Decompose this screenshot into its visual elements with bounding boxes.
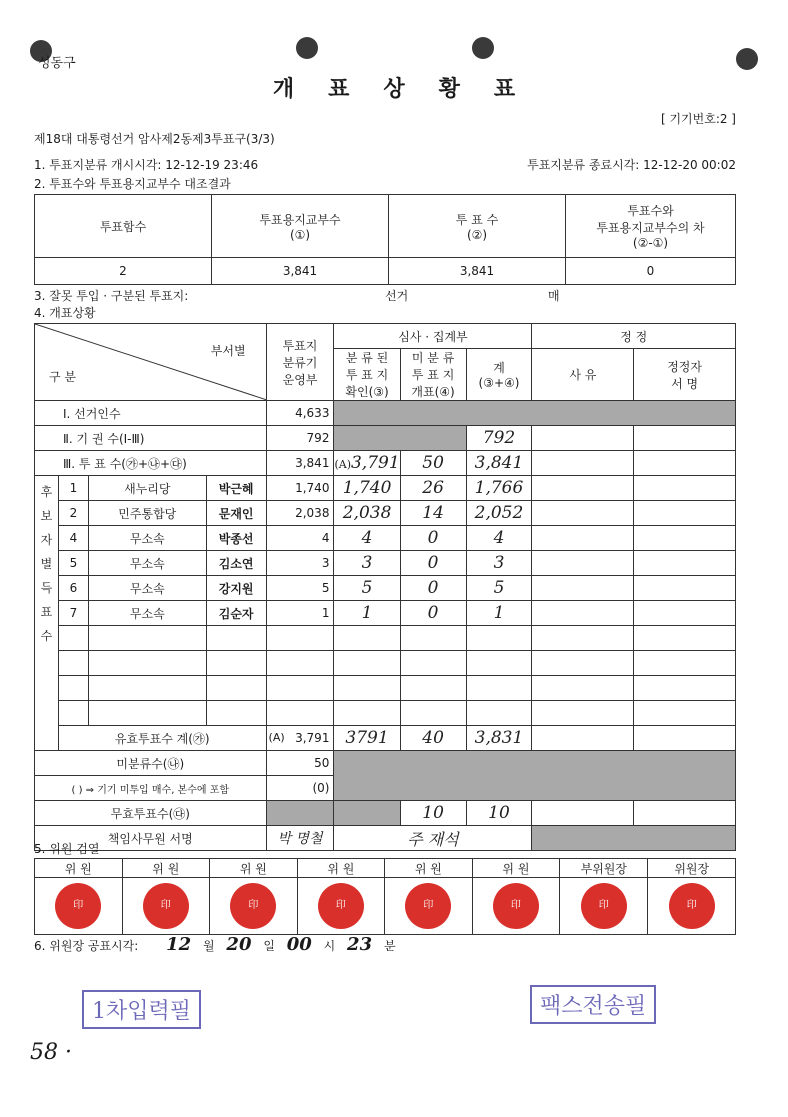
correction-cell xyxy=(532,426,634,451)
candidate-name: 박종선 xyxy=(206,526,266,551)
header-unsorted-1: 미 분 류 xyxy=(411,351,455,365)
valid-a-marker: (A) xyxy=(268,731,285,744)
inspection-table xyxy=(34,858,736,935)
candidate-party: 무소속 xyxy=(88,576,206,601)
election-name: 제18대 대통령선거 암사제2동제3투표구(3/3) xyxy=(34,132,275,146)
candidate-unsorted-hw: 0 xyxy=(400,601,466,626)
votes-a-marker: (A) xyxy=(334,458,351,471)
correction-cell xyxy=(532,501,634,526)
announce-month: 12 xyxy=(166,934,192,955)
unsorted-value: 50 xyxy=(266,751,334,776)
side-char: 수 xyxy=(40,629,53,643)
page-title: 개표상황표 xyxy=(272,77,550,102)
header-unsorted xyxy=(400,349,466,401)
header-sorted-2: 투 표 지 xyxy=(345,368,389,382)
empty-row xyxy=(35,626,736,651)
row-abstain: Ⅱ. 기 권 수(Ⅰ-Ⅲ) xyxy=(35,426,267,451)
votes-sorted-hw: 3,791 xyxy=(350,453,400,473)
candidate-side-label xyxy=(35,476,59,751)
candidate-no: 6 xyxy=(58,576,88,601)
candidate-total-hw: 4 xyxy=(466,526,532,551)
valid-value xyxy=(266,726,334,751)
district-label: 성동구 xyxy=(38,56,76,71)
sort-end-time: 투표지분류 종료시각: 12-12-20 00:02 xyxy=(527,158,736,172)
candidate-no: 5 xyxy=(58,551,88,576)
candidate-sorted-hw: 1,740 xyxy=(334,476,400,501)
candidate-sorted-hw: 5 xyxy=(334,576,400,601)
correction-cell xyxy=(634,726,736,751)
fax-sent-stamp: 팩스전송필 xyxy=(530,985,656,1024)
announce-hour: 00 xyxy=(286,934,312,955)
gray-cell xyxy=(266,801,334,826)
correction-cell xyxy=(532,576,634,601)
seal-stamp: 印 xyxy=(230,883,276,929)
electorate-value: 4,633 xyxy=(266,401,334,426)
header-corrector xyxy=(634,349,736,401)
diff-value: 0 xyxy=(566,258,736,285)
seal-stamp: 印 xyxy=(55,883,101,929)
header-corrector-2: 서 명 xyxy=(671,376,699,391)
correction-cell xyxy=(634,451,736,476)
seal-cell xyxy=(560,878,648,935)
candidate-unsorted-hw: 0 xyxy=(400,551,466,576)
header-issued xyxy=(212,195,389,258)
correction-cell xyxy=(532,551,634,576)
candidate-total-hw: 1,766 xyxy=(466,476,532,501)
candidate-count: 4 xyxy=(266,526,334,551)
header-diff-label2: 투표용지교부수의 차 xyxy=(596,221,705,235)
row-invalid: 무효투표수(㉰) xyxy=(35,801,267,826)
seal-cell xyxy=(210,878,298,935)
header-division xyxy=(35,324,267,401)
candidate-no: 4 xyxy=(58,526,88,551)
header-sorted-3: 확인(③) xyxy=(345,385,389,399)
row-note: ( ) ⇒ 기기 미투입 매수, 본수에 포함 xyxy=(35,776,267,801)
header-votes-sub: (②) xyxy=(466,227,488,242)
section2-label: 2. 투표수와 투표용지교부수 대조결과 xyxy=(34,177,231,191)
correction-cell xyxy=(634,576,736,601)
side-char: 보 xyxy=(40,509,53,523)
announce-time xyxy=(34,934,396,955)
note-value: (0) xyxy=(266,776,334,801)
row-valid: 유효투표수 계(㉮) xyxy=(58,726,266,751)
seal-cell xyxy=(385,878,473,935)
count-table xyxy=(34,323,736,851)
role-header: 위 원 xyxy=(35,859,123,878)
seal-stamp: 印 xyxy=(581,883,627,929)
issued-value: 3,841 xyxy=(212,258,389,285)
candidate-total-hw: 2,052 xyxy=(466,501,532,526)
header-dept: 부서별 xyxy=(210,344,246,358)
section3-election: 선거 xyxy=(385,289,409,303)
empty-row xyxy=(35,676,736,701)
role-header: 위 원 xyxy=(385,859,473,878)
candidate-party: 새누리당 xyxy=(124,481,171,496)
side-char: 자 xyxy=(40,533,53,547)
header-total-1: 계 xyxy=(493,361,505,375)
candidate-sorted-hw: 1 xyxy=(334,601,400,626)
candidate-unsorted-hw: 0 xyxy=(400,576,466,601)
candidate-count: 1 xyxy=(266,601,334,626)
candidate-name: 김순자 xyxy=(206,601,266,626)
sort-start-time: 1. 투표지분류 개시시각: 12-12-19 23:46 xyxy=(34,158,259,172)
candidate-count: 5 xyxy=(266,576,334,601)
row-sign: 책임사무원 서명 xyxy=(35,826,267,851)
empty-row xyxy=(35,701,736,726)
seal-cell xyxy=(122,878,210,935)
section3-sheets: 매 xyxy=(548,289,560,303)
role-header: 위원장 xyxy=(648,859,736,878)
candidate-no: 7 xyxy=(58,601,88,626)
votes-sorted-handwritten xyxy=(334,451,400,476)
seal-cell xyxy=(648,878,736,935)
row-electorate: Ⅰ. 선거인수 xyxy=(35,401,267,426)
header-unsorted-2: 투 표 지 xyxy=(411,368,455,382)
header-sorter-2: 분류기 xyxy=(282,355,318,370)
side-char: 후 xyxy=(40,485,53,499)
gray-cell xyxy=(334,801,400,826)
candidate-name: 김소연 xyxy=(206,551,266,576)
seal-stamp: 印 xyxy=(493,883,539,929)
candidate-party: 무소속 xyxy=(88,551,206,576)
row-votes: Ⅲ. 투 표 수(㉮+㉯+㉰) xyxy=(35,451,267,476)
section5-label: 5. 위원 검열 xyxy=(34,842,100,856)
header-sorter-1: 투표지 xyxy=(282,338,318,353)
announce-label: 6. 위원장 공표시각: xyxy=(34,939,139,953)
header-reason: 사 유 xyxy=(532,349,634,401)
role-header: 부위원장 xyxy=(560,859,648,878)
role-header: 위 원 xyxy=(210,859,298,878)
side-char: 표 xyxy=(40,605,53,619)
role-header: 위 원 xyxy=(122,859,210,878)
abstain-value: 792 xyxy=(266,426,334,451)
header-boxes: 투표함수 xyxy=(35,195,212,258)
gray-cell xyxy=(532,826,736,851)
machine-number: [ 기기번호:2 ] xyxy=(660,112,736,126)
candidate-total-hw: 1 xyxy=(466,601,532,626)
correction-cell xyxy=(532,726,634,751)
section4-label: 4. 개표상황 xyxy=(34,306,96,320)
valid-number: 3,791 xyxy=(295,731,330,745)
header-sorter-3: 운영부 xyxy=(282,372,318,387)
votes-unsorted-handwritten: 50 xyxy=(400,451,466,476)
side-char: 별 xyxy=(40,557,53,571)
candidate-count: 3 xyxy=(266,551,334,576)
candidate-total-hw: 5 xyxy=(466,576,532,601)
votes-total-handwritten: 3,841 xyxy=(466,451,532,476)
seal-stamp: 印 xyxy=(143,883,189,929)
correction-cell xyxy=(634,501,736,526)
first-input-stamp: 1차입력필 xyxy=(82,990,201,1029)
candidate-name: 강지원 xyxy=(206,576,266,601)
role-header: 위 원 xyxy=(297,859,385,878)
candidate-count: 2,038 xyxy=(266,501,334,526)
candidate-sorted-hw: 3 xyxy=(334,551,400,576)
candidate-party-name xyxy=(88,476,206,501)
role-header: 위 원 xyxy=(472,859,560,878)
side-char: 득 xyxy=(40,581,53,595)
header-diff-label: 투표수와 xyxy=(627,204,674,218)
candidate-party: 무소속 xyxy=(88,601,206,626)
candidate-party: 무소속 xyxy=(88,526,206,551)
candidate-sorted-hw: 2,038 xyxy=(334,501,400,526)
candidate-name: 박근혜 xyxy=(206,476,266,501)
header-sorted-1: 분 류 된 xyxy=(345,351,389,365)
punch-hole xyxy=(472,37,494,59)
correction-cell xyxy=(532,476,634,501)
header-sorter xyxy=(266,324,334,401)
candidate-unsorted-hw: 0 xyxy=(400,526,466,551)
gray-cell xyxy=(334,401,736,426)
invalid-total-hw: 10 xyxy=(466,801,532,826)
minute-unit: 분 xyxy=(383,939,396,953)
correction-cell xyxy=(634,476,736,501)
abstain-handwritten: 792 xyxy=(466,426,532,451)
seal-stamp: 印 xyxy=(669,883,715,929)
correction-cell xyxy=(532,526,634,551)
candidate-unsorted-hw: 26 xyxy=(400,476,466,501)
gray-cell xyxy=(334,751,736,801)
header-issued-sub: (①) xyxy=(289,227,311,242)
correction-cell xyxy=(634,601,736,626)
candidate-party: 민주통합당 xyxy=(88,501,206,526)
seal-stamp: 印 xyxy=(405,883,451,929)
correction-cell xyxy=(634,526,736,551)
header-unsorted-3: 개표(④) xyxy=(411,385,455,399)
section3-label: 3. 잘못 투입 · 구분된 투표지: xyxy=(34,289,189,303)
correction-cell xyxy=(532,801,634,826)
header-total-2: (③+④) xyxy=(478,376,520,390)
candidate-unsorted-hw: 14 xyxy=(400,501,466,526)
day-unit: 일 xyxy=(263,939,275,953)
month-unit: 월 xyxy=(203,939,215,953)
valid-sorted-hw: 3791 xyxy=(334,726,400,751)
sign-sorter: 박 명철 xyxy=(266,826,334,851)
invalid-unsorted-hw: 10 xyxy=(400,801,466,826)
candidate-sorted-hw: 4 xyxy=(334,526,400,551)
header-corrector-1: 정정자 xyxy=(667,359,702,374)
correction-cell xyxy=(532,601,634,626)
correction-cell xyxy=(634,551,736,576)
header-review: 심사 · 집계부 xyxy=(334,324,532,349)
announce-minute: 23 xyxy=(347,934,373,955)
seal-cell xyxy=(297,878,385,935)
announce-day: 20 xyxy=(226,934,252,955)
correction-cell xyxy=(532,451,634,476)
header-div-label: 구 분 xyxy=(49,370,76,384)
candidate-no: 2 xyxy=(58,501,88,526)
hour-unit: 시 xyxy=(323,939,336,953)
compare-table xyxy=(34,194,736,285)
header-sorted xyxy=(334,349,400,401)
diagonal-line xyxy=(35,324,267,400)
seal-cell xyxy=(472,878,560,935)
header-total xyxy=(466,349,532,401)
votes-value: 3,841 xyxy=(389,258,566,285)
votes-value: 3,841 xyxy=(266,451,334,476)
seal-stamp: 印 xyxy=(318,883,364,929)
page-number: 58 · xyxy=(30,1040,72,1065)
header-diff-sub: (②-①) xyxy=(632,236,669,250)
seal-cell xyxy=(35,878,123,935)
correction-cell xyxy=(634,426,736,451)
candidate-name: 문재인 xyxy=(206,501,266,526)
header-correction: 정 정 xyxy=(532,324,736,349)
punch-hole xyxy=(296,37,318,59)
correction-cell xyxy=(634,801,736,826)
header-diff xyxy=(566,195,736,258)
valid-total-hw: 3,831 xyxy=(466,726,532,751)
boxes-value: 2 xyxy=(35,258,212,285)
empty-row xyxy=(35,651,736,676)
row-unsorted: 미분류수(㉯) xyxy=(35,751,267,776)
gray-cell xyxy=(334,426,466,451)
header-votes xyxy=(389,195,566,258)
candidate-total-hw: 3 xyxy=(466,551,532,576)
candidate-count: 1,740 xyxy=(266,476,334,501)
valid-unsorted-hw: 40 xyxy=(400,726,466,751)
header-votes-label: 투 표 수 xyxy=(455,212,499,227)
header-issued-label: 투표용지교부수 xyxy=(259,212,341,227)
candidate-no: 1 xyxy=(58,476,88,501)
punch-hole xyxy=(736,48,758,70)
sign-review: 주 재석 xyxy=(334,826,532,851)
